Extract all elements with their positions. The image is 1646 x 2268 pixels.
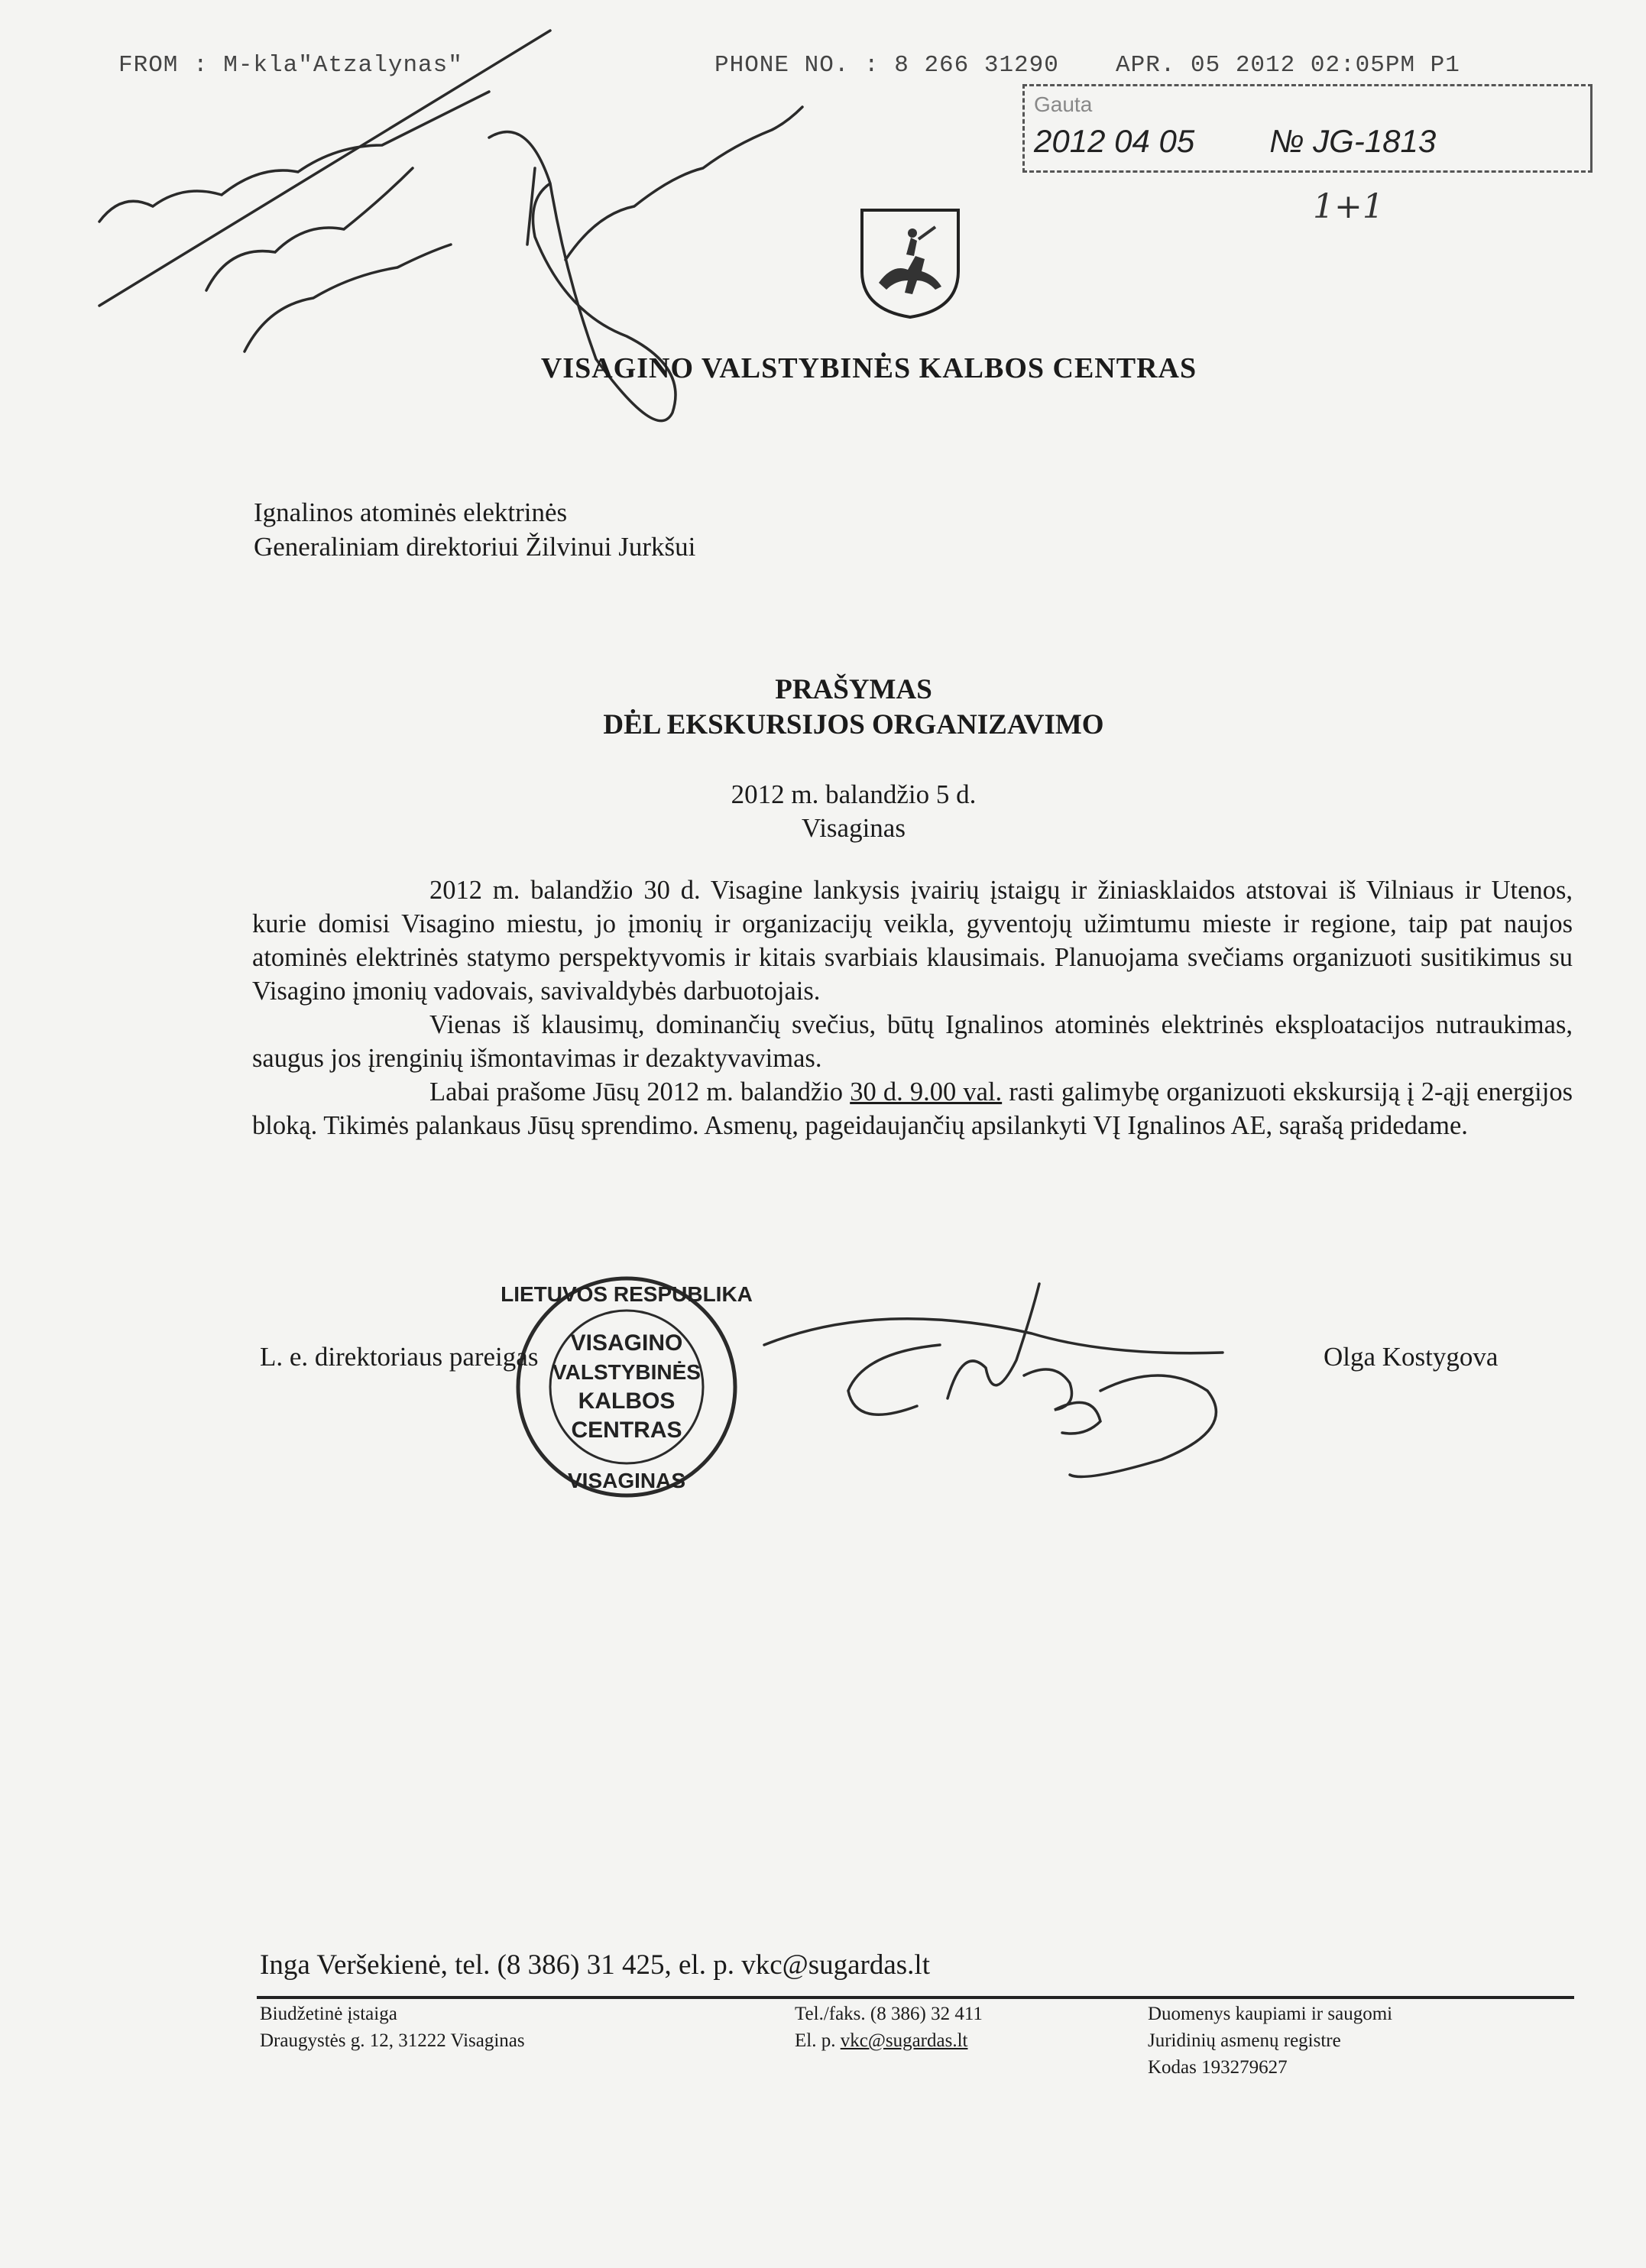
footer-phone: Tel./faks. (8 386) 32 411 [795, 2004, 983, 2024]
fax-from: FROM : M-kla"Atzalynas" [118, 52, 463, 79]
body-paragraph-1: 2012 m. balandžio 30 d. Visagine lankysis įvairių įstaigų ir žiniasklaidos atstovai iš Vilniaus ir Utenos, kurie domisi Visagino miestu, jo įmonių ir organizacijų veikla, gyventojų užimtumu mieste ir regione, taip pat naujos atominės elektrinės statymo perspektyvomis ir kitais svarbiais klausimais. Planuojama svečiams organizuoti susitikimus su Visagino įmonių vadovais, savivaldybės darbuotojais. [252, 876, 1573, 1006]
signatory-name: Olga Kostygova [1324, 1342, 1499, 1372]
footer-email-row [795, 2027, 983, 2054]
body-paragraph-3-end: rasti galimybę organizuoti ekskursiją į 2-ąjį energijos bloką. Tikimės palankaus Jūsų sprendimo. Asmenų, pageidaujančių apsilankyti VĮ Ignalinos AE, sąrašą pridedame. [252, 1077, 1573, 1140]
document-place: Visaginas [802, 813, 906, 843]
footer-registry-code: Kodas 193279627 [1148, 2057, 1288, 2078]
seal-line-2: VALSTYBINĖS [552, 1360, 701, 1384]
footer-email-link[interactable]: vkc@sugardas.lt [840, 2030, 968, 2051]
footer-address [260, 2001, 525, 2054]
received-stamp-date: 2012 04 05 [1034, 123, 1195, 159]
seal-outer-bottom: VISAGINAS [567, 1469, 686, 1492]
director-signature [764, 1284, 1223, 1477]
coat-of-arms-icon [862, 210, 958, 317]
footer-registry-line-2: Juridinių asmenų registre [1148, 2030, 1341, 2051]
footer-entity-type: Biudžetinė įstaiga [260, 2004, 397, 2024]
official-seal [501, 1278, 753, 1495]
footer-registry [1148, 2001, 1392, 2081]
fax-phone: PHONE NO. : 8 266 31290 [714, 52, 1059, 79]
footer-divider [257, 1996, 1574, 1999]
signatory-position: L. e. direktoriaus pareigas [260, 1342, 539, 1372]
organization-title: VISAGINO VALSTYBINĖS KALBOS CENTRAS [540, 352, 1197, 384]
fax-date: APR. 05 2012 02:05PM P1 [1116, 52, 1460, 79]
seal-line-4: CENTRAS [571, 1418, 682, 1443]
body-paragraph-3 [252, 1075, 1573, 1142]
document-title [0, 672, 1646, 743]
footer-registry-line-1: Duomenys kaupiami ir saugomi [1148, 2004, 1393, 2024]
seal-line-1: VISAGINO [570, 1330, 683, 1356]
body-paragraph-3-start: Labai prašome Jūsų 2012 m. balandžio [429, 1077, 851, 1106]
seal-outer-top: LIETUVOS RESPUBLIKA [501, 1282, 753, 1306]
seal-line-3: KALBOS [578, 1388, 676, 1414]
footer-email-label: El. p. [795, 2030, 841, 2051]
recipient-line-1: Ignalinos atominės elektrinės [254, 497, 568, 527]
footer-street: Draugystės g. 12, 31222 Visaginas [260, 2030, 525, 2051]
body-paragraph-3-time: 30 d. 9.00 val. [850, 1077, 1003, 1106]
letter-body [252, 873, 1573, 1142]
document-title-line-1: PRAŠYMAS [775, 674, 932, 705]
document-title-line-2: DĖL EKSKURSIJOS ORGANIZAVIMO [603, 709, 1104, 740]
footer-contact: Inga Veršekienė, tel. (8 386) 31 425, el. p. vkc@sugardas.lt [260, 1949, 930, 1981]
body-paragraph-2: Vienas iš klausimų, dominančių svečius, būtų Ignalinos atominės elektrinės eksploatacijos nutraukimas, saugus jos įrenginių išmontavimas ir dezaktyvavimas. [252, 1010, 1573, 1073]
document-date-place [0, 778, 1646, 845]
recipient-block [254, 495, 695, 564]
received-stamp-number: № JG-1813 [1269, 123, 1437, 159]
footer-phone-email [795, 2001, 983, 2054]
document-date: 2012 m. balandžio 5 d. [731, 779, 977, 809]
received-stamp-label: Gauta [1034, 92, 1093, 116]
recipient-line-2: Generaliniam direktoriui Žilvinui Jurkšui [254, 532, 696, 562]
handwritten-page-count: 1+1 [1313, 187, 1384, 226]
